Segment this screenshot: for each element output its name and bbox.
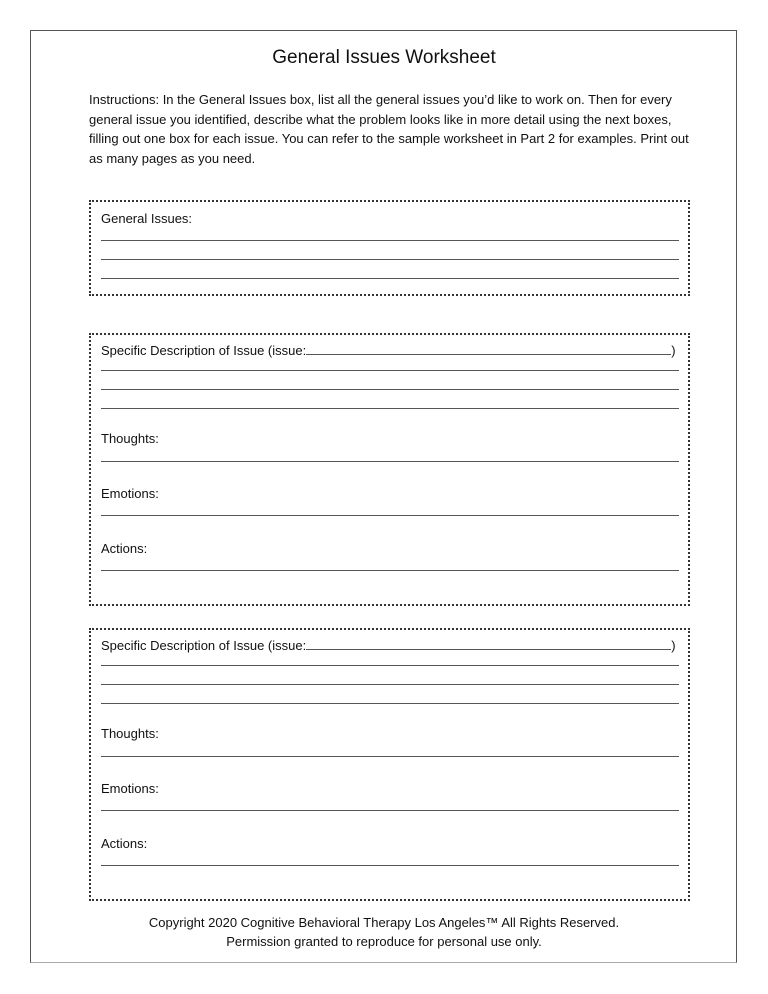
general-issues-label: General Issues: <box>101 211 193 226</box>
general-issues-line[interactable] <box>101 259 679 260</box>
thoughts-line[interactable] <box>101 461 679 462</box>
issue-box-1 <box>89 333 690 606</box>
thoughts-line[interactable] <box>101 756 679 757</box>
emotions-label: Emotions: <box>101 781 159 796</box>
actions-line[interactable] <box>101 865 679 866</box>
emotions-label: Emotions: <box>101 486 159 501</box>
description-line[interactable] <box>101 703 679 704</box>
emotions-line[interactable] <box>101 810 679 811</box>
thoughts-label: Thoughts: <box>101 431 159 446</box>
issue-name-field[interactable] <box>306 637 671 650</box>
issue-name-field[interactable] <box>306 342 671 355</box>
description-line[interactable] <box>101 370 679 371</box>
actions-line[interactable] <box>101 570 679 571</box>
description-line[interactable] <box>101 408 679 409</box>
actions-label: Actions: <box>101 541 148 556</box>
issue-box-2 <box>89 628 690 901</box>
description-line[interactable] <box>101 389 679 390</box>
general-issues-line[interactable] <box>101 240 679 241</box>
copyright-line: Copyright 2020 Cognitive Behavioral Therapy Los Angeles™ All Rights Reserved. <box>148 915 620 930</box>
issue-description-label: Specific Description of Issue (issue: ) <box>101 638 676 653</box>
general-issues-line[interactable] <box>101 278 679 279</box>
general-issues-box <box>89 200 690 296</box>
page-title: General Issues Worksheet <box>272 47 496 68</box>
issue-description-label: Specific Description of Issue (issue: ) <box>101 343 676 358</box>
description-line[interactable] <box>101 665 679 666</box>
thoughts-label: Thoughts: <box>101 726 159 741</box>
actions-label: Actions: <box>101 836 148 851</box>
description-line[interactable] <box>101 684 679 685</box>
instructions-text: Instructions: In the General Issues box, list all the general issues you’d like to work on. Then for every general issue you identified, describe what the problem looks like in more detail using the next boxes, filling out one box for each issue. You can refer to the sample worksheet in Part 2 for examples. Print out as many pages as you need. <box>89 92 689 166</box>
emotions-line[interactable] <box>101 515 679 516</box>
permission-line: Permission granted to reproduce for personal use only. <box>226 934 542 949</box>
